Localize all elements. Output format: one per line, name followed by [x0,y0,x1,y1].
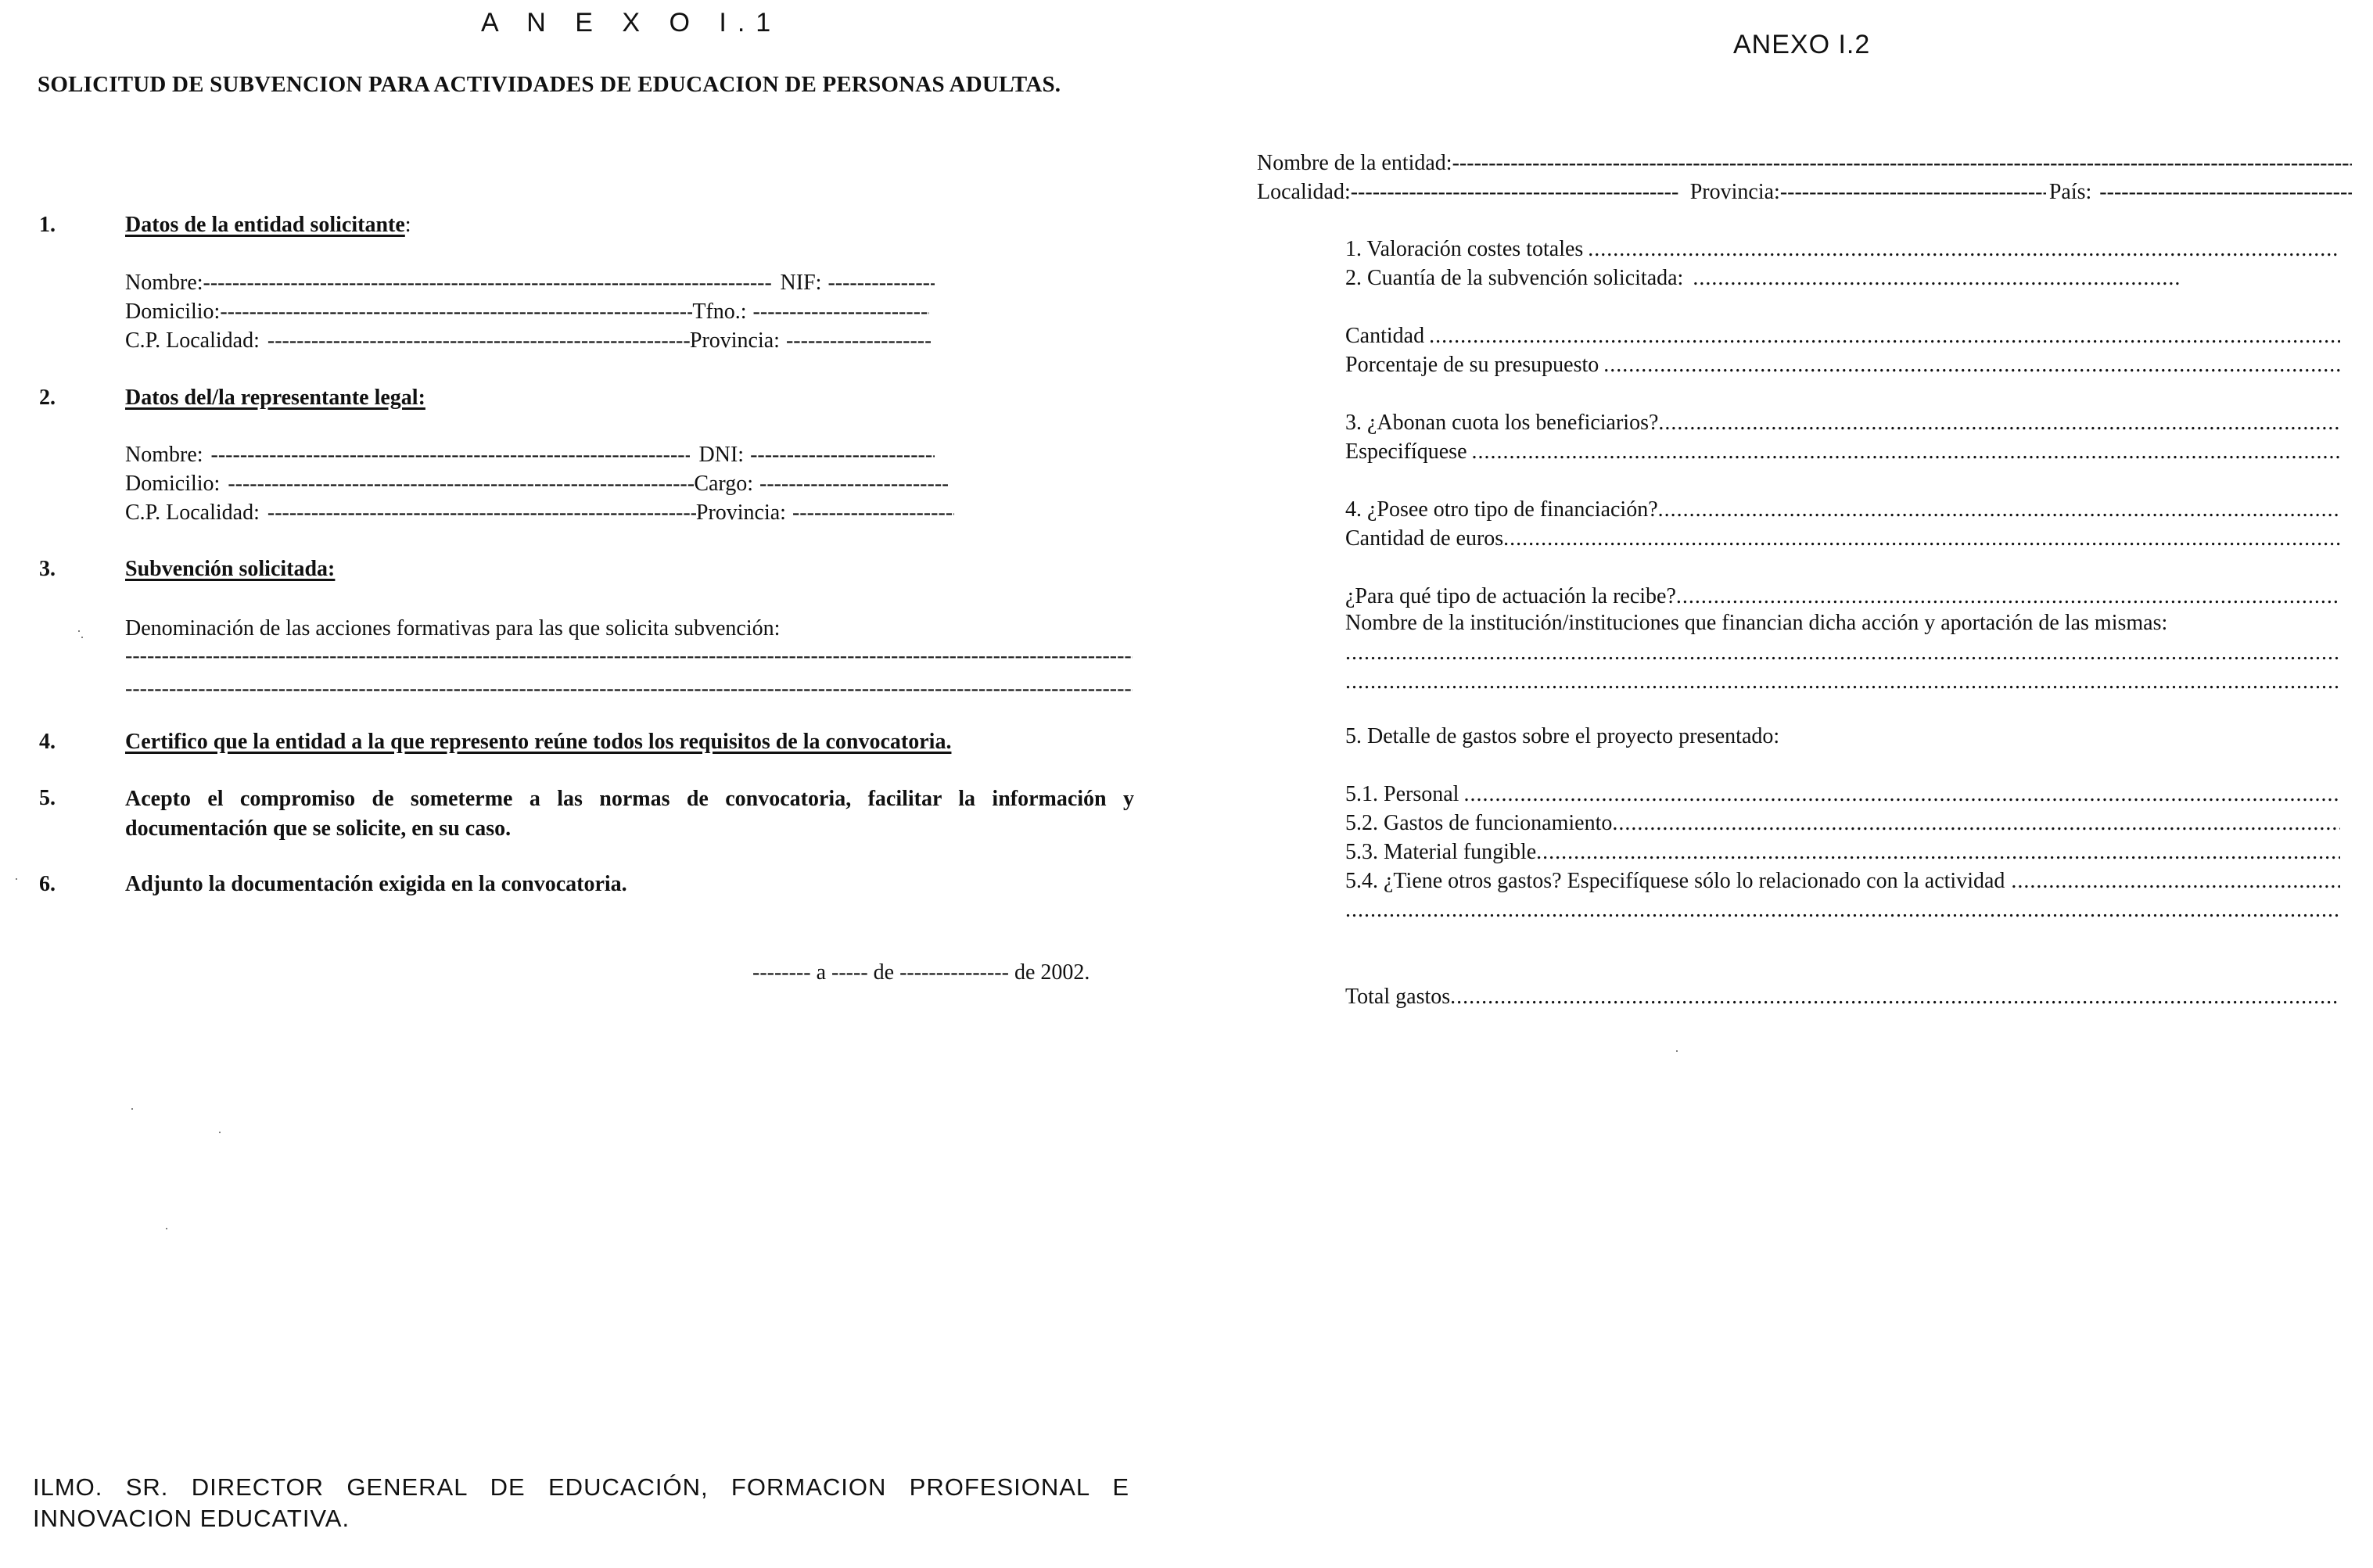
operating-row: 5.2. Gastos de funcionamiento ..... [1345,809,2340,838]
purpose-field[interactable] [1676,582,2340,611]
rep-address-row: Domicilio: ----- Cargo: ----- [125,469,948,498]
annex-title: A N E X O I.1 [481,8,782,38]
expenses-title: 5. Detalle de gastos sobre el proyecto presentado: [1345,724,1780,748]
training-actions-line-1[interactable] [125,641,1133,670]
budget-pct-row: Porcentaje de su presupuesto ..... [1345,350,2340,379]
date-year: de 2002. [1014,960,1090,985]
rep-name-row: Nombre: ----- DNI: ----- [125,440,935,469]
scan-speck [81,637,83,638]
personnel-row: 5.1. Personal ..... [1345,780,2340,809]
entity-name-row-2: Nombre de la entidad: ----- [1257,149,2352,178]
section-5-number: 5. [39,786,56,810]
date-month-field[interactable]: --------------- [899,960,1009,985]
total-expenses-row: Total gastos ..... [1345,982,2340,1011]
specify-field[interactable] [1472,437,2341,466]
rep-address-field[interactable] [228,469,694,498]
date-line: -------- a ----- de --------------- de 2002. [752,960,1090,985]
section-6-number: 6. [39,872,56,896]
fee-row: 3. ¿Abonan cuota los beneficiarios? ..... [1345,408,2340,437]
scan-speck [78,630,80,632]
euros-row: Cantidad de euros ..... [1345,524,2340,553]
training-actions-line-2[interactable] [125,674,1133,703]
institutions-prompt: Nombre de la institución/instituciones que financian dicha acción y aportación de las mismas: [1345,611,2168,635]
date-day-field[interactable]: -------- [752,960,811,985]
rep-province-field[interactable] [792,498,954,527]
fee-field[interactable] [1658,408,2340,437]
entity-province-field-2[interactable] [1780,178,2046,206]
training-actions-prompt: Denominación de las acciones formativas para las que solicita subvención: [125,616,781,640]
total-costs-row: 1. Valoración costes totales ..... [1345,235,2340,264]
scan-speck [131,1108,133,1110]
entity-nif-field[interactable] [827,268,935,297]
entity-name-field[interactable] [203,268,771,297]
entity-country-field-2[interactable] [2099,178,2352,206]
entity-locality-field-2[interactable] [1351,178,1679,206]
entity-phone-field[interactable] [753,297,929,326]
scan-speck [219,1132,221,1133]
entity-name-field-2[interactable] [1452,149,2352,178]
entity-location-row-2: Localidad: ----- Provincia: ----- País: ----- [1257,178,2352,206]
section-3-heading: Subvención solicitada: [125,557,336,581]
institutions-line-1[interactable] [1345,638,2340,667]
entity-province-field[interactable] [786,326,931,355]
grant-amount-field[interactable] [1693,264,2181,292]
consumables-row: 5.3. Material fungible ..... [1345,838,2340,867]
section-2-number: 2. [39,386,56,410]
section-3-number: 3. [39,557,56,581]
date-day-num-field[interactable]: ----- [831,960,868,985]
scan-speck [166,1228,167,1229]
rep-locality-row: C.P. Localidad: ----- Provincia: ----- [125,498,954,527]
other-funding-row: 4. ¿Posee otro tipo de financiación? ..... [1345,495,2340,524]
quantity-row: Cantidad ..... [1345,321,2340,350]
section-2-heading: Datos del/la representante legal: [125,386,425,410]
entity-name-row: Nombre: ----- NIF: ----- [125,268,935,297]
section-1-heading-text: Datos de la entidad solicitante [125,213,405,237]
euros-field[interactable] [1503,524,2340,553]
section-1-number: 1. [39,213,56,237]
entity-address-field[interactable] [220,297,692,326]
specify-row: Especifíquese ..... [1345,437,2340,466]
rep-name-field[interactable] [211,440,690,469]
total-expenses-field[interactable] [1450,982,2340,1011]
budget-pct-field[interactable] [1603,350,2340,379]
consumables-field[interactable] [1536,838,2340,867]
personnel-field[interactable] [1463,780,2340,809]
entity-locality-field[interactable] [267,326,690,355]
scan-speck [16,878,17,880]
certification-statement: Certifico que la entidad a la que represento reúne todos los requisitos de la convocatoria. [125,730,952,754]
rep-dni-field[interactable] [750,440,935,469]
other-funding-field[interactable] [1658,495,2340,524]
entity-locality-row: C.P. Localidad: ----- Provincia: ----- [125,326,931,355]
purpose-row: ¿Para qué tipo de actuación la recibe? ..... [1345,582,2340,611]
other-expenses-line-2[interactable] [1345,895,2340,924]
operating-field[interactable] [1612,809,2340,838]
institutions-line-2[interactable] [1345,667,2340,696]
annex-title-2: ANEXO I.2 [1733,30,1871,59]
other-expenses-field[interactable] [2011,867,2340,895]
entity-address-row: Domicilio: ----- Tfno.: ----- [125,297,929,326]
grant-amount-row: 2. Cuantía de la subvención solicitada: ..... [1345,264,2181,292]
scan-speck [1676,1050,1678,1052]
other-expenses-row: 5.4. ¿Tiene otros gastos? Especifíquese sólo lo relacionado con la actividad ..... [1345,867,2340,895]
quantity-field[interactable] [1429,321,2340,350]
section-1-heading: Datos de la entidad solicitante: [125,213,411,237]
form-title: SOLICITUD DE SUBVENCION PARA ACTIVIDADES DE EDUCACION DE PERSONAS ADULTAS. [38,72,1061,97]
total-costs-field[interactable] [1588,235,2340,264]
addressee: ILMO. SR. DIRECTOR GENERAL DE EDUCACIÓN, FORMACION PROFESIONAL E INNOVACION EDUCATIVA. [33,1473,1129,1532]
commitment-statement: Acepto el compromiso de someterme a las normas de convocatoria, facilitar la información y documentación que se solicite, en su caso. [125,787,1134,841]
documentation-statement: Adjunto la documentación exigida en la convocatoria. [125,872,627,896]
rep-locality-field[interactable] [267,498,696,527]
section-4-number: 4. [39,730,56,754]
rep-position-field[interactable] [759,469,948,498]
